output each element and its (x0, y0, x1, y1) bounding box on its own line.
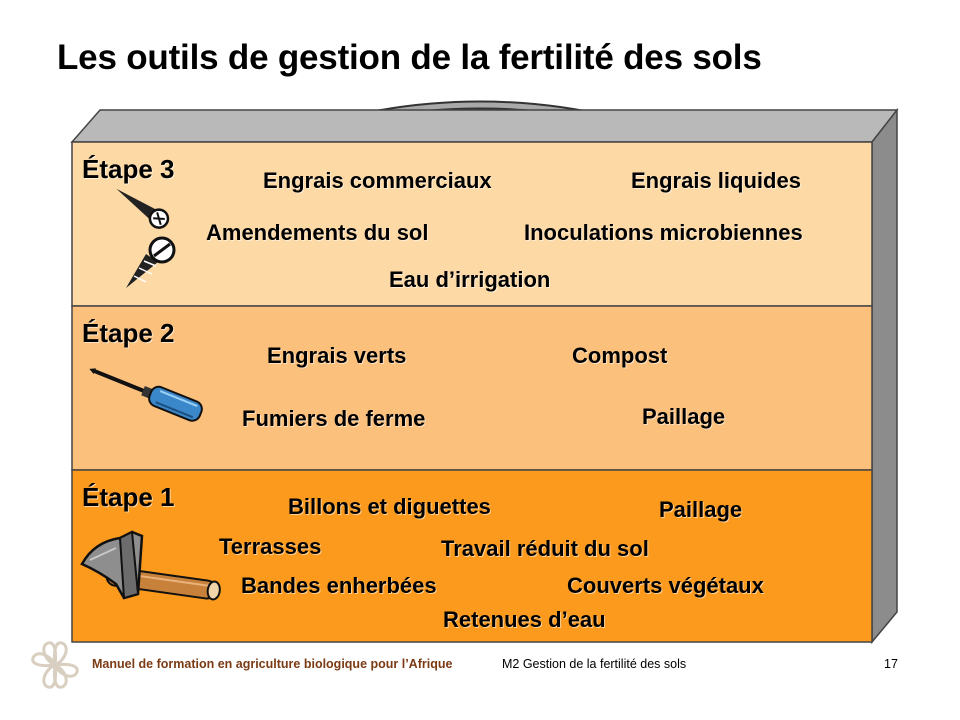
clover-logo-icon (26, 636, 84, 699)
footer-module-title: M2 Gestion de la fertilité des sols (502, 657, 687, 671)
toolbox-side-face (872, 110, 897, 642)
tier-2-item: Paillage (642, 404, 726, 429)
tier-1-item: Billons et diguettes (288, 494, 491, 519)
tier-1-item: Couverts végétaux (567, 573, 764, 598)
tier-1-label: Étape 1 (82, 482, 175, 512)
tier-1-item: Paillage (659, 497, 743, 522)
tier-2-label: Étape 2 (82, 318, 175, 348)
tier-3-item: Engrais commerciaux (263, 168, 492, 193)
tier-3-item: Eau d’irrigation (389, 267, 551, 292)
slide-title: Les outils de gestion de la fertilité des sols (57, 38, 762, 77)
page-number: 17 (884, 657, 898, 671)
tier-2-item: Compost (572, 343, 668, 368)
tier-3-item: Amendements du sol (206, 220, 429, 245)
toolbox-top-face (72, 110, 897, 142)
tier-3-item: Engrais liquides (631, 168, 801, 193)
tier-1-item: Terrasses (219, 534, 322, 559)
tier-1-item: Travail réduit du sol (441, 536, 649, 561)
tier-3-label: Étape 3 (82, 154, 175, 184)
footer-manual-title: Manuel de formation en agriculture biologique pour l’Afrique (92, 657, 453, 671)
screwdriver-icon (84, 362, 208, 431)
tier-3-item: Inoculations microbiennes (524, 220, 803, 245)
tier-2-item: Engrais verts (267, 343, 407, 368)
hammer-icon (76, 524, 222, 621)
tier-1-item: Bandes enherbées (241, 573, 437, 598)
screws-icon (86, 184, 196, 299)
tier-1-item: Retenues d’eau (443, 607, 606, 632)
tier-2-item: Fumiers de ferme (242, 406, 426, 431)
